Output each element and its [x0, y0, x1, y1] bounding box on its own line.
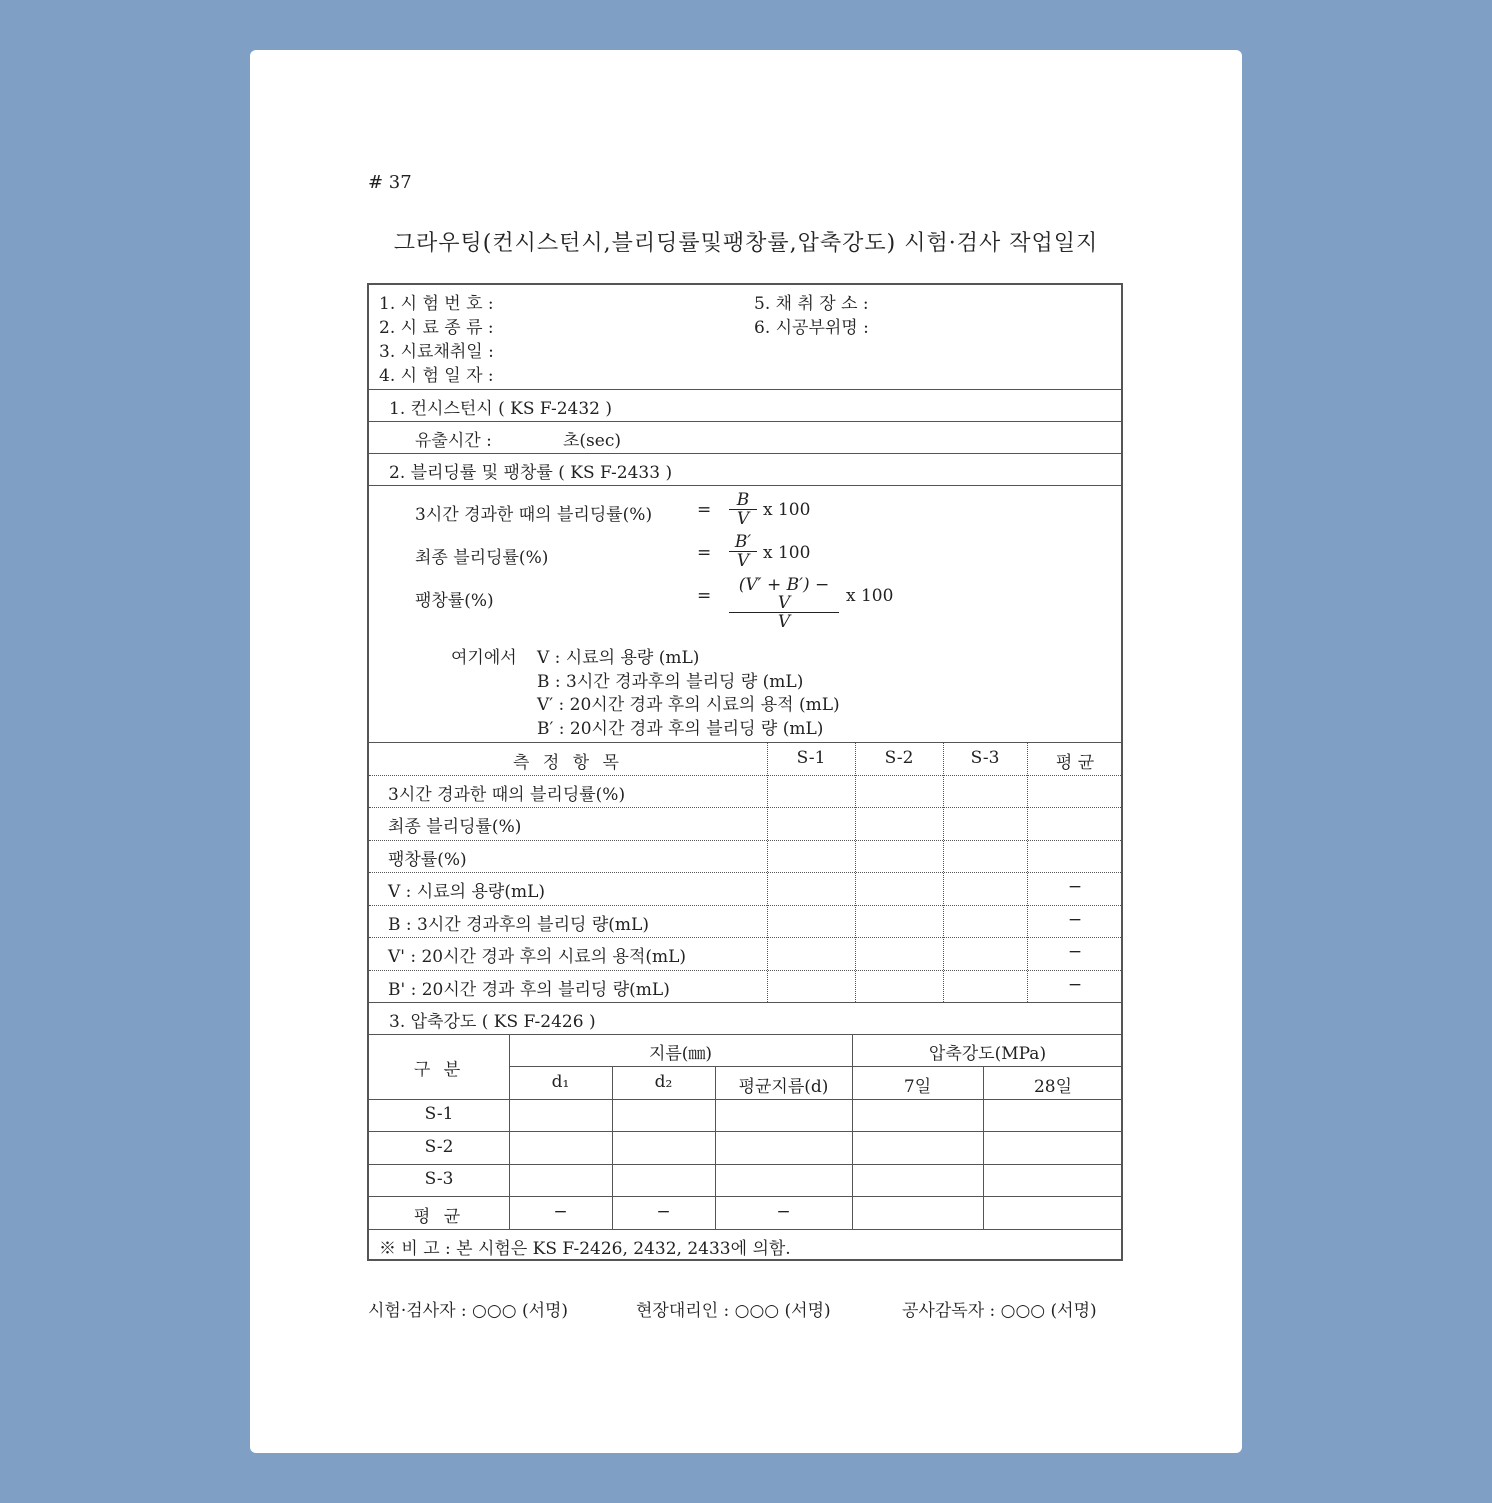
avg-dash: −: [656, 1202, 671, 1222]
formula-label: 팽창률(%): [415, 591, 494, 611]
col-gubun: 구 분: [413, 1060, 465, 1080]
remark-row: [369, 1229, 1121, 1261]
table-row-avg: −: [1067, 877, 1083, 897]
fraction: $\frac{B'}{V}$: [729, 533, 757, 570]
sub-7day: 7일: [903, 1077, 932, 1097]
table-row-item: 3시간 경과한 때의 블리딩률(%): [388, 785, 626, 805]
table-header: 측 정 항 목: [513, 753, 623, 773]
table-header: S-2: [884, 748, 914, 768]
strength-row-label: S-2: [424, 1137, 454, 1157]
table-header: S-1: [796, 748, 826, 768]
section-bleeding-title: 2. 블리딩률 및 팽창률 ( KS F-2433 ): [369, 453, 1121, 486]
col-diameter: 지름(㎜): [648, 1044, 713, 1064]
sub-avg-diameter: 평균지름(d): [738, 1077, 829, 1097]
col-strength: 압축강도(MPa): [928, 1044, 1047, 1064]
fraction: $\frac{B}{V}$: [729, 491, 757, 528]
section-consistency-title: 1. 컨시스턴시 ( KS F-2432 ): [369, 389, 1121, 422]
field-sample-type: 2. 시 료 종 류 :: [379, 318, 494, 338]
document-title: 그라우팅(컨시스턴시,블리딩률및팽창률,압축강도) 시험·검사 작업일지: [393, 231, 1099, 256]
header-info: [369, 285, 1121, 390]
field-test-date: 4. 시 험 일 자 :: [379, 366, 494, 386]
table-row-avg: −: [1067, 910, 1083, 930]
table-row-item: 팽창률(%): [388, 850, 467, 870]
where-item: V : 시료의 용량 (mL): [537, 648, 700, 668]
where-item: V′ : 20시간 경과 후의 시료의 용적 (mL): [537, 695, 840, 715]
strength-table: [369, 1034, 1121, 1230]
formula-label: 최종 블리딩률(%): [415, 548, 549, 568]
table-row-item: B' : 20시간 경과 후의 블리딩 량(mL): [388, 980, 670, 1000]
flow-time-row: [369, 421, 1121, 454]
where-label: 여기에서: [451, 648, 517, 668]
strength-row-label: S-1: [424, 1104, 454, 1124]
remark: ※ 비 고 : 본 시험은 KS F-2426, 2432, 2433에 의함.: [379, 1239, 791, 1259]
field-sampling-place: 5. 채 취 장 소 :: [754, 294, 869, 314]
document-number: # 37: [368, 172, 412, 193]
where-item: B′ : 20시간 경과 후의 블리딩 량 (mL): [537, 719, 824, 739]
table-row-item: V' : 20시간 경과 후의 시료의 용적(mL): [388, 947, 687, 967]
section-strength-title: 3. 압축강도 ( KS F-2426 ): [369, 1002, 1121, 1035]
table-row-avg: −: [1067, 975, 1083, 995]
table-row-avg: −: [1067, 942, 1083, 962]
measurement-table: [369, 742, 1121, 1003]
sub-28day: 28일: [1033, 1077, 1073, 1097]
avg-dash: −: [776, 1202, 791, 1222]
table-row-item: 최종 블리딩률(%): [388, 817, 522, 837]
sub-d2: d₂: [654, 1072, 673, 1092]
document-page: [250, 50, 1242, 1453]
table-header: S-3: [970, 748, 1000, 768]
signature-site-agent: 현장대리인 : ○○○ (서명): [636, 1301, 831, 1321]
avg-dash: −: [553, 1202, 568, 1222]
formula-block: 3시간 경과한 때의 블리딩률(%) = $\frac{B}{V}$ x 100 최종 블리딩률(%) = $\frac{B'}{V}$ x 100 팽창률(%) = $\frac{(V' + B') - V}{V}$ x 100 여기에서 V : 시료의 용량 (mL) B : 3시간 경과후의 블리딩 량 (mL) V′ : 20시간 경과 후의 시료의 용적 (mL) B′ : 20시간 경과 후의 블리딩 량 (mL): [369, 485, 1121, 743]
flow-time-unit: 초(sec): [563, 431, 621, 451]
fraction: $\frac{(V' + B') - V}{V}$: [729, 576, 839, 631]
flow-time-label: 유출시간 :: [415, 431, 492, 451]
table-header: 평 균: [1055, 753, 1095, 773]
field-construction-part: 6. 시공부위명 :: [754, 318, 869, 338]
signature-supervisor: 공사감독자 : ○○○ (서명): [902, 1301, 1097, 1321]
strength-row-label: S-3: [424, 1169, 454, 1189]
formula-label: 3시간 경과한 때의 블리딩률(%): [415, 505, 653, 525]
table-row-item: B : 3시간 경과후의 블리딩 량(mL): [388, 915, 649, 935]
field-test-number: 1. 시 험 번 호 :: [379, 294, 494, 314]
strength-row-label: 평 균: [413, 1207, 465, 1227]
form-frame: [367, 283, 1123, 1261]
field-sampling-date: 3. 시료채취일 :: [379, 342, 494, 362]
sub-d1: d₁: [551, 1072, 570, 1092]
table-row-item: V : 시료의 용량(mL): [388, 882, 545, 902]
signature-inspector: 시험·검사자 : ○○○ (서명): [368, 1301, 569, 1321]
where-item: B : 3시간 경과후의 블리딩 량 (mL): [537, 672, 804, 692]
